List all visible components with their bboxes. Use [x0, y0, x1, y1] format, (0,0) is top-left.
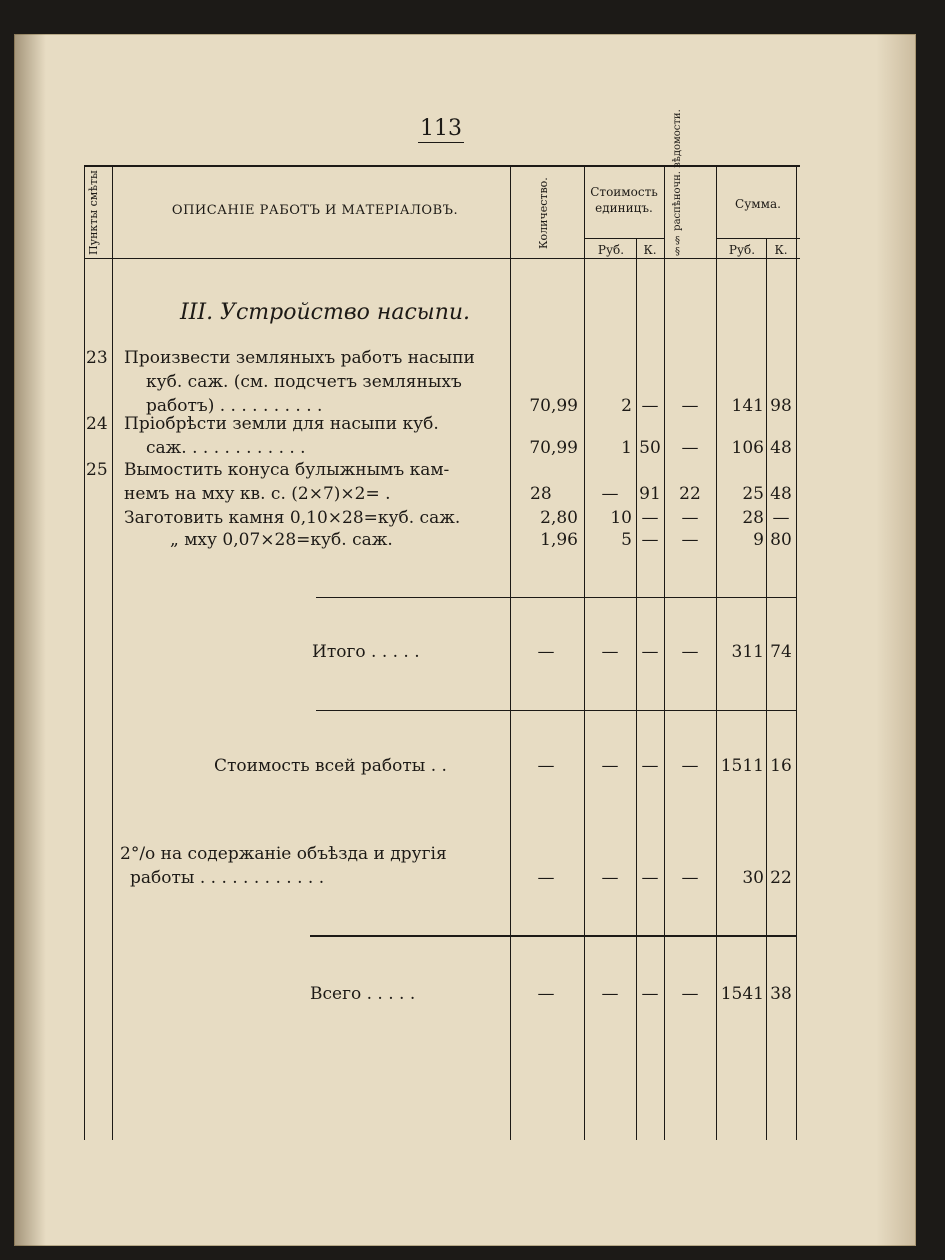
total-work-unit-kop: — [641, 756, 659, 776]
subtotal-label: Итого . . . . . [312, 642, 420, 662]
row-number: 25 [86, 460, 108, 480]
row-unit-rub: 10 [610, 508, 632, 528]
row-sum-kop: 80 [770, 530, 792, 550]
row-text-line: работъ) . . . . . . . . . . [146, 396, 323, 416]
subtotal-rule [316, 597, 796, 598]
row-quantity: 70,99 [529, 396, 578, 416]
items-col-rule [112, 165, 113, 1140]
row-ref: 22 [679, 484, 701, 504]
header-unit-rub: Руб. [597, 243, 625, 257]
maintenance-label-line2: работы . . . . . . . . . . . . [130, 868, 325, 888]
row-unit-kop: — [641, 530, 659, 550]
page-number: 113 [420, 116, 462, 141]
unit-col-rule [664, 165, 665, 1140]
total-work-quantity: — [537, 756, 555, 776]
header-sum: Сумма. [735, 197, 781, 211]
table-left-rule [84, 165, 85, 1140]
subtotal-quantity: — [537, 642, 555, 662]
table-top-rule [84, 165, 800, 167]
row-quantity: 1,96 [540, 530, 578, 550]
total-work-ref: — [681, 756, 699, 776]
row-text-line: Вымостить конуса булыжнымъ кам- [124, 460, 450, 480]
row-text-line: Заготовить камня 0,10×28=куб. саж. [124, 508, 461, 528]
row-sum-rub: 28 [742, 508, 764, 528]
page-spine-shadow [14, 34, 46, 1246]
subtotal-unit-rub: — [601, 642, 619, 662]
subtotal-ref: — [681, 642, 699, 662]
total-work-label: Стоимость всей работы . . [214, 756, 447, 776]
total-rule [316, 710, 796, 711]
row-quantity: 70,99 [529, 438, 578, 458]
grand-total-unit-kop: — [641, 984, 659, 1004]
row-quantity: 2,80 [540, 508, 578, 528]
header-sum-rub: Руб. [728, 243, 756, 257]
row-unit-rub: 5 [621, 530, 632, 550]
row-text-line: немъ на мху кв. с. (2×7)×2= . [124, 484, 391, 504]
row-unit-kop: 91 [639, 484, 661, 504]
grand-total-label: Всего . . . . . [310, 984, 416, 1004]
subtotal-sum-rub: 311 [731, 642, 764, 662]
row-unit-rub: — [601, 484, 619, 504]
grand-total-unit-rub: — [601, 984, 619, 1004]
qty-col-rule [584, 165, 585, 1140]
section-title: III. Устройство насыпи. [180, 300, 471, 325]
maintenance-unit-kop: — [641, 868, 659, 888]
row-text-line: „ мху 0,07×28=куб. саж. [170, 530, 393, 550]
header-unit-cost: Стоимость единицъ. [590, 185, 658, 215]
row-sum-rub: 9 [753, 530, 764, 550]
header-bottom-rule [84, 258, 800, 259]
unit-cost-subrule [584, 238, 664, 239]
row-sum-rub: 106 [731, 438, 764, 458]
maintenance-label-line1: 2°/о на содержаніе объѣзда и другія [120, 844, 447, 864]
grand-total-sum-rub: 1541 [720, 984, 764, 1004]
total-work-unit-rub: — [601, 756, 619, 776]
row-sum-rub: 25 [742, 484, 764, 504]
row-ref: — [681, 508, 699, 528]
row-number: 24 [86, 414, 108, 434]
total-work-sum-kop: 16 [770, 756, 792, 776]
header-ref: §§ распѣночн. вѣдомости. [672, 109, 683, 256]
header-items: Пункты смѣты [87, 170, 100, 256]
row-quantity: 28 [530, 484, 552, 504]
row-number: 23 [86, 348, 108, 368]
row-unit-kop: — [641, 508, 659, 528]
row-unit-rub: 2 [621, 396, 632, 416]
row-sum-rub: 141 [731, 396, 764, 416]
subtotal-unit-kop: — [641, 642, 659, 662]
row-text-line: куб. саж. (см. подсчетъ земляныхъ [146, 372, 462, 392]
maintenance-sum-rub: 30 [742, 868, 764, 888]
row-text-line: саж. . . . . . . . . . . . [146, 438, 306, 458]
grand-total-sum-kop: 38 [770, 984, 792, 1004]
desc-col-rule [510, 165, 511, 1140]
row-unit-rub: 1 [621, 438, 632, 458]
row-sum-kop: 48 [770, 484, 792, 504]
sum-subrule [716, 238, 800, 239]
row-sum-kop: 48 [770, 438, 792, 458]
total-work-sum-rub: 1511 [720, 756, 764, 776]
subtotal-sum-kop: 74 [770, 642, 792, 662]
grand-total-ref: — [681, 984, 699, 1004]
row-unit-kop: 50 [639, 438, 661, 458]
unit-rub-rule [636, 238, 637, 1140]
row-text-line: Произвести земляныхъ работъ насыпи [124, 348, 475, 368]
maintenance-quantity: — [537, 868, 555, 888]
header-unit-kop: К. [643, 243, 657, 257]
maintenance-ref: — [681, 868, 699, 888]
row-ref: — [681, 396, 699, 416]
maintenance-unit-rub: — [601, 868, 619, 888]
grand-total-quantity: — [537, 984, 555, 1004]
row-unit-kop: — [641, 396, 659, 416]
header-description: ОПИСАНІЕ РАБОТЪ И МАТЕРІАЛОВЪ. [171, 203, 459, 218]
row-ref: — [681, 530, 699, 550]
header-quantity: Количество. [537, 177, 550, 249]
grand-total-rule [310, 935, 796, 937]
row-sum-kop: — [772, 508, 790, 528]
row-text-line: Пріобрѣсти земли для насыпи куб. [124, 414, 439, 434]
header-sum-kop: К. [774, 243, 788, 257]
row-sum-kop: 98 [770, 396, 792, 416]
table-right-rule [796, 165, 797, 1140]
sum-rub-rule [766, 238, 767, 1140]
row-ref: — [681, 438, 699, 458]
maintenance-sum-kop: 22 [770, 868, 792, 888]
